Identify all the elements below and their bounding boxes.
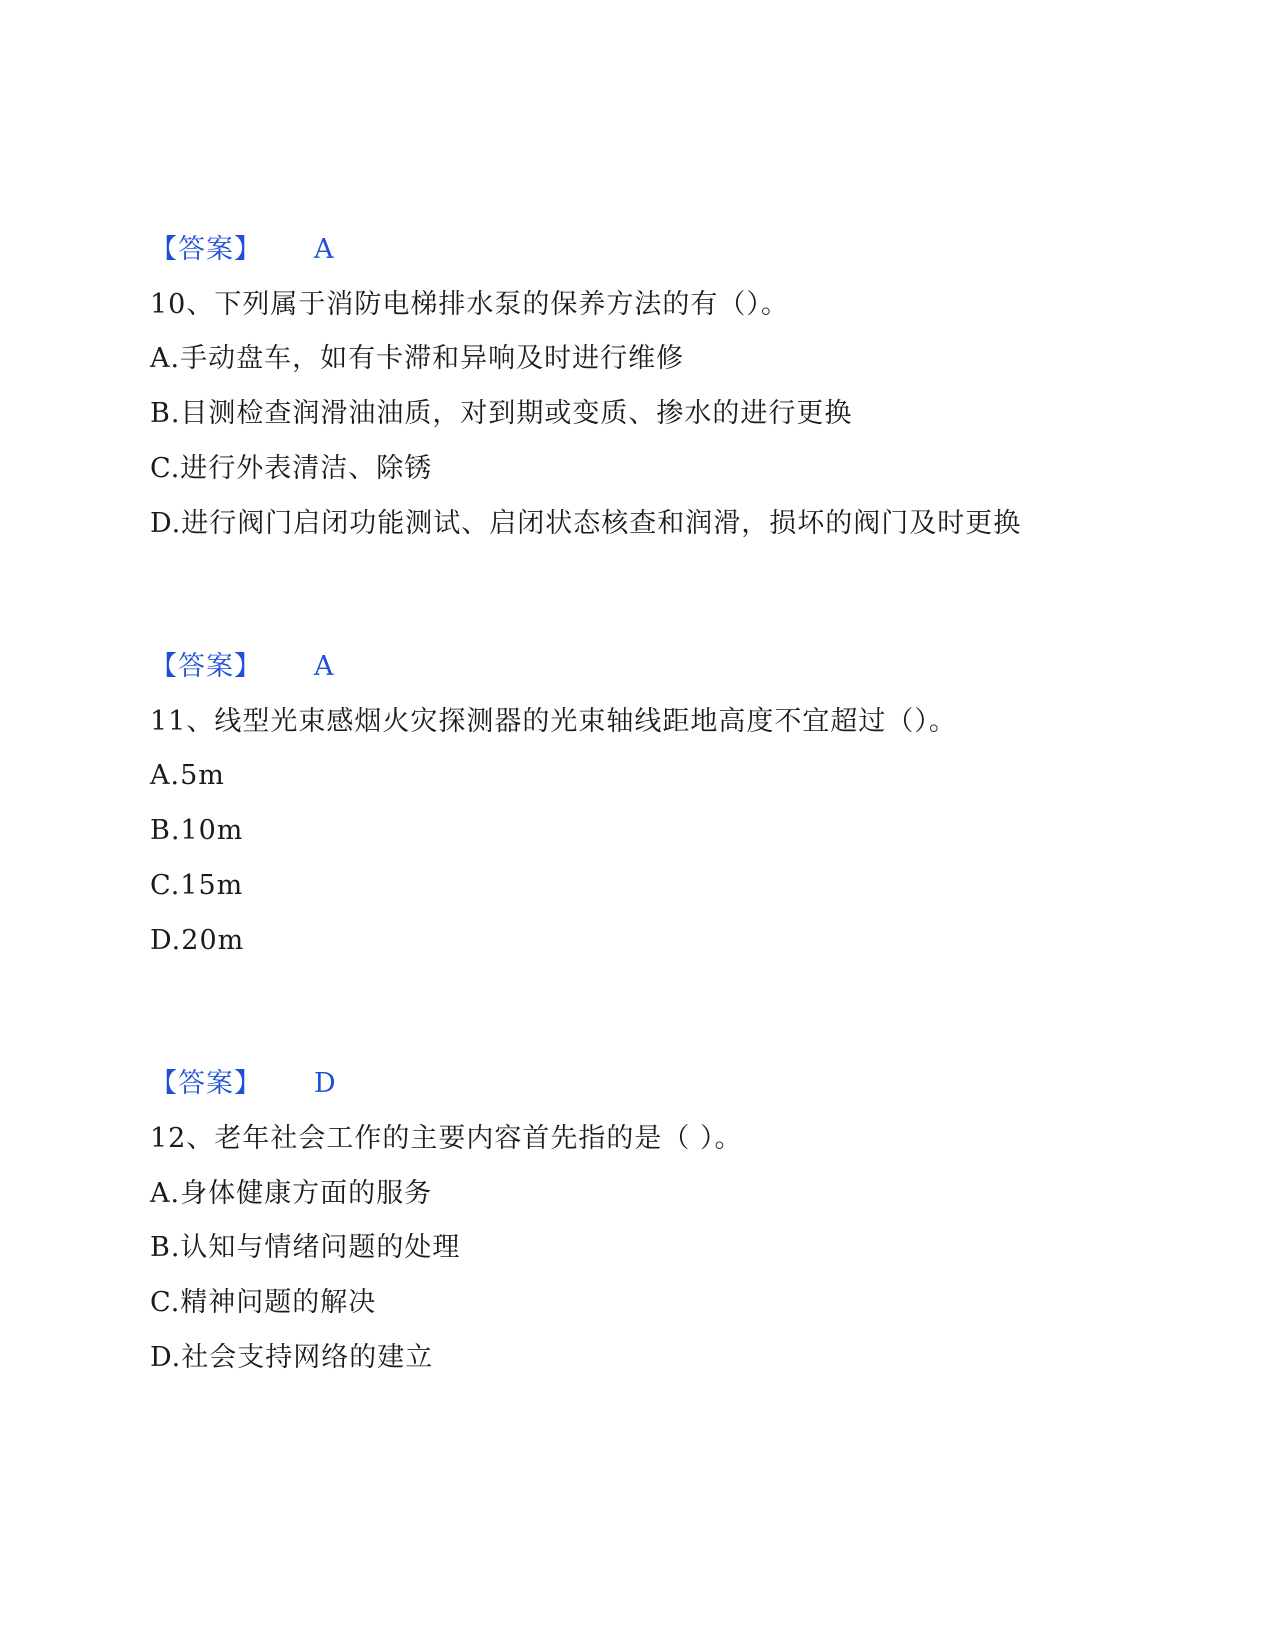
option-10-a: A.手动盘车，如有卡滞和异响及时进行维修 (150, 343, 685, 374)
option-10-b: B.目测检查润滑油油质，对到期或变质、掺水的进行更换 (150, 398, 853, 429)
answer-line-1 (150, 233, 335, 267)
answer-value: D (314, 1068, 337, 1099)
answer-label: 【答案】 (150, 651, 262, 682)
answer-value: A (314, 651, 335, 682)
answer-label: 【答案】 (150, 234, 262, 265)
option-11-c: C.15m (150, 870, 244, 901)
option-11-b: B.10m (150, 815, 244, 846)
option-10-c: C.进行外表清洁、除锈 (150, 453, 433, 484)
question-12: 12、老年社会工作的主要内容首先指的是（ ）。 (150, 1123, 743, 1154)
option-11-a: A.5m (150, 760, 225, 791)
option-10-d: D.进行阀门启闭功能测试、启闭状态核查和润滑，损坏的阀门及时更换 (150, 508, 1022, 539)
option-12-b: B.认知与情绪问题的处理 (150, 1232, 461, 1263)
answer-line-3 (150, 1067, 337, 1101)
question-11: 11、线型光束感烟火灾探测器的光束轴线距地高度不宜超过（）。 (150, 706, 957, 737)
option-12-d: D.社会支持网络的建立 (150, 1342, 434, 1373)
answer-value: A (314, 234, 335, 265)
option-11-d: D.20m (150, 925, 245, 956)
option-12-c: C.精神问题的解决 (150, 1287, 377, 1318)
option-12-a: A.身体健康方面的服务 (150, 1178, 433, 1209)
answer-line-2 (150, 650, 335, 684)
question-10: 10、下列属于消防电梯排水泵的保养方法的有（）。 (150, 289, 789, 320)
answer-label: 【答案】 (150, 1068, 262, 1099)
